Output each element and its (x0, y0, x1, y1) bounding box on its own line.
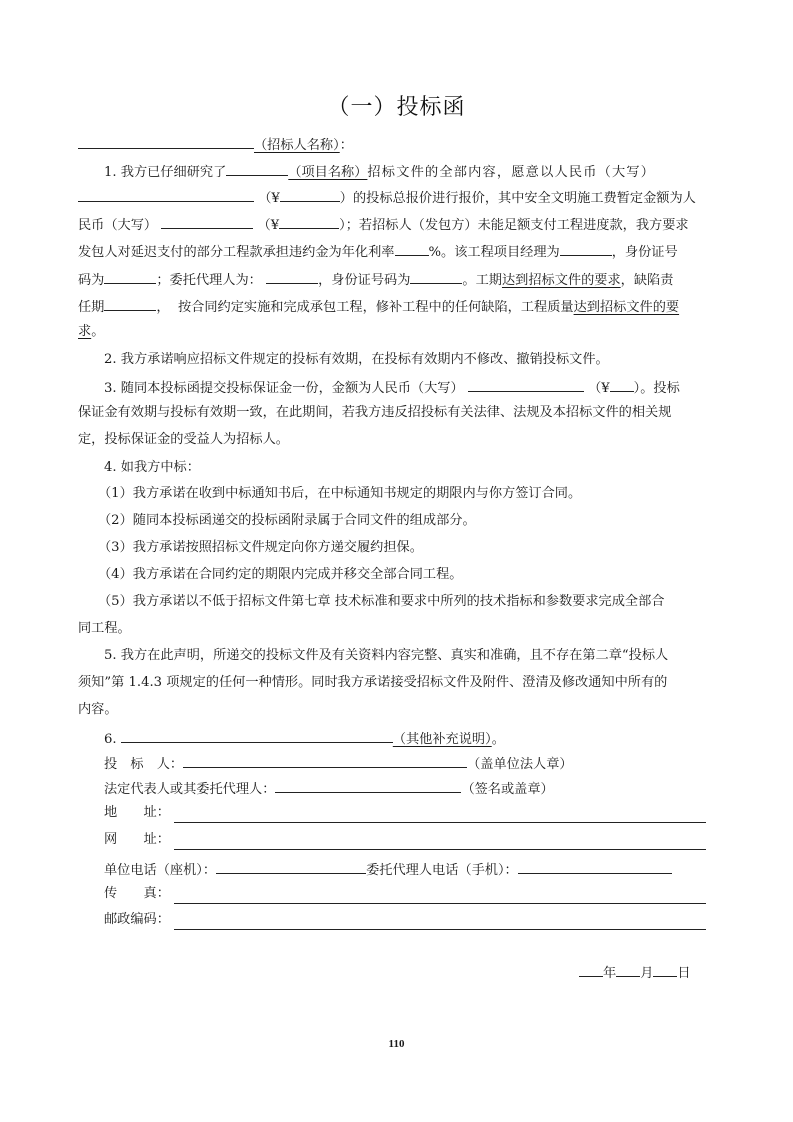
total-price-words-blank[interactable] (78, 186, 254, 202)
p1-text: （¥ (258, 191, 280, 206)
bidder-row (104, 752, 706, 775)
mobile-label: 委托代理人电话（手机）： (366, 863, 518, 878)
requirement-underlined: 达到招标文件的要 (573, 300, 680, 315)
project-manager-blank[interactable] (560, 240, 612, 256)
p5-line-1: 5. 我方在此声明，所递交的投标文件及有关资料内容完整、真实和准确，且不存在第二章“投标人 (104, 648, 669, 663)
p1-number: 1. (104, 165, 117, 180)
p1-line-5 (78, 268, 706, 291)
p1-line-2 (78, 186, 706, 209)
interest-rate-blank[interactable] (395, 240, 429, 256)
rep-row (104, 777, 706, 800)
website-label: 网 址： (104, 832, 170, 847)
total-price-number-blank[interactable] (280, 186, 340, 202)
p4-item-2: （2）随同本投标函递交的投标函附录属于合同文件的组成部分。 (98, 513, 476, 528)
addressee-suffix: ： (339, 138, 353, 153)
day-label: 日 (677, 966, 691, 981)
postcode-row (104, 910, 706, 930)
p1-text: 招标文件的全部内容，愿意以人民币（大写） (367, 165, 656, 180)
p3-text: 3. 随同本投标函提交投标保证金一份，金额为人民币（大写） (104, 381, 464, 396)
website-field[interactable] (174, 834, 706, 850)
project-name-blank[interactable] (226, 160, 288, 176)
bid-bond-words-blank[interactable] (468, 376, 584, 392)
p6-number: 6. (104, 732, 117, 747)
p1-text: 我方已仔细研究了 (120, 165, 227, 180)
postcode-label: 邮政编码： (104, 912, 170, 927)
date-row (579, 961, 691, 981)
p3-text: （¥ (588, 381, 610, 396)
page-number: 110 (388, 1038, 405, 1050)
p4-item-5: （5）我方承诺以不低于招标文件第七章 技术标准和要求中所列的技术指标和参数要求完成全部合 (98, 594, 665, 609)
p2-line: 2. 我方承诺响应招标文件规定的投标有效期，在投标有效期内不修改、撤销投标文件。 (104, 352, 609, 367)
p1-line-7 (78, 322, 706, 342)
safety-fee-words-blank[interactable] (161, 213, 253, 229)
p1-line-1 (104, 160, 706, 183)
p1-text: ；委托代理人为： (156, 273, 262, 288)
rep-field[interactable] (275, 777, 461, 793)
month-label: 月 (640, 966, 654, 981)
day-field[interactable] (653, 961, 677, 977)
p1-text: 。工期 (462, 273, 502, 288)
postcode-field[interactable] (174, 914, 706, 930)
bidder-label: 投 标 人： (104, 757, 184, 772)
p5-line-3: 内容。 (78, 702, 118, 717)
p4-item-4: （4）我方承诺在合同约定的期限内完成并移交全部合同工程。 (98, 567, 463, 582)
mobile-field[interactable] (518, 858, 672, 874)
p1-text: 码为 (78, 273, 105, 288)
p1-text: 。 (91, 324, 105, 339)
rep-note: （签名或盖章） (461, 782, 554, 797)
p3-line-3: 定，投标保证金的受益人为招标人。 (78, 432, 289, 447)
year-field[interactable] (579, 961, 603, 977)
project-name-label: （项目名称） (288, 165, 368, 180)
address-row (104, 803, 706, 823)
p1-text: ，缺陷责 (620, 273, 674, 288)
phone-label: 单位电话（座机）： (104, 863, 217, 878)
fax-row (104, 884, 706, 904)
year-label: 年 (603, 966, 617, 981)
agent-id-blank[interactable] (410, 268, 462, 284)
p6-suffix: 。 (491, 732, 505, 747)
p4-item-3: （3）我方承诺按照招标文件规定向你方递交履约担保。 (98, 540, 423, 555)
p3-line-1 (104, 376, 706, 399)
p1-text: ，身份证号码为 (318, 273, 411, 288)
addressee-line (78, 133, 706, 156)
p1-line-4 (78, 240, 706, 263)
other-notes-label: （其他补充说明） (392, 732, 492, 747)
fax-field[interactable] (174, 888, 706, 904)
p1-line-3 (78, 213, 706, 236)
p1-text: 任期 (78, 300, 105, 315)
rep-label: 法定代表人或其委托代理人： (104, 782, 276, 797)
p1-text: ， 按合同约定实施和完成承包工程，修补工程中的任何缺陷，工程质量 (156, 300, 574, 315)
p1-text: 民币（大写） (78, 218, 158, 233)
p1-text: ）；若招标人（发包方）未能足额支付工程进度款，我方要求 (339, 218, 689, 233)
p6-line (104, 727, 732, 750)
addressee-label: （招标人名称） (254, 138, 340, 153)
p4-item-1: （1）我方承诺在收到中标通知书后，在中标通知书规定的期限内与你方签订合同。 (98, 486, 582, 501)
agent-name-blank[interactable] (266, 268, 318, 284)
other-notes-blank[interactable] (121, 727, 393, 743)
safety-fee-number-blank[interactable] (279, 213, 339, 229)
p4-item-5-cont: 同工程。 (78, 621, 131, 636)
month-field[interactable] (616, 961, 640, 977)
p1-text: ，身份证号 (611, 245, 678, 260)
p1-text: ）的投标总报价进行报价，其中安全文明施工费暂定金额为人 (339, 191, 696, 206)
addressee-blank[interactable] (78, 133, 254, 149)
page-title: （一）投标函 (327, 95, 466, 120)
bid-bond-number-blank[interactable] (610, 376, 634, 392)
p5-line-2: 须知”第 1.4.3 项规定的任何一种情形。同时我方承诺接受招标文件及附件、澄清及修改通知中所有的 (78, 675, 668, 690)
p1-line-6 (78, 295, 706, 318)
manager-id-blank[interactable] (104, 268, 156, 284)
address-field[interactable] (174, 807, 706, 823)
p4-line: 4. 如我方中标： (104, 460, 200, 475)
bidder-field[interactable] (183, 752, 467, 768)
p1-text: （¥ (257, 218, 280, 233)
requirement-underlined: 求 (78, 324, 92, 339)
p1-text: 发包人对延迟支付的部分工程款承担违约金为年化利率 (78, 245, 395, 260)
requirement-underlined: 达到招标文件的要求 (501, 273, 621, 288)
warranty-period-blank[interactable] (104, 295, 156, 311)
address-label: 地 址： (104, 805, 170, 820)
phone-field[interactable] (216, 858, 366, 874)
phone-row (104, 858, 706, 881)
p3-line-2: 保证金有效期与投标有效期一致，在此期间，若我方违反招投标有关法律、法规及本招标文件的相关规 (78, 405, 672, 420)
website-row (104, 830, 706, 850)
p3-text: ）。投标 (633, 381, 680, 396)
bidder-note: （盖单位法人章） (467, 757, 573, 772)
p1-text: %。该工程项目经理为 (428, 245, 560, 260)
fax-label: 传 真： (104, 886, 170, 901)
